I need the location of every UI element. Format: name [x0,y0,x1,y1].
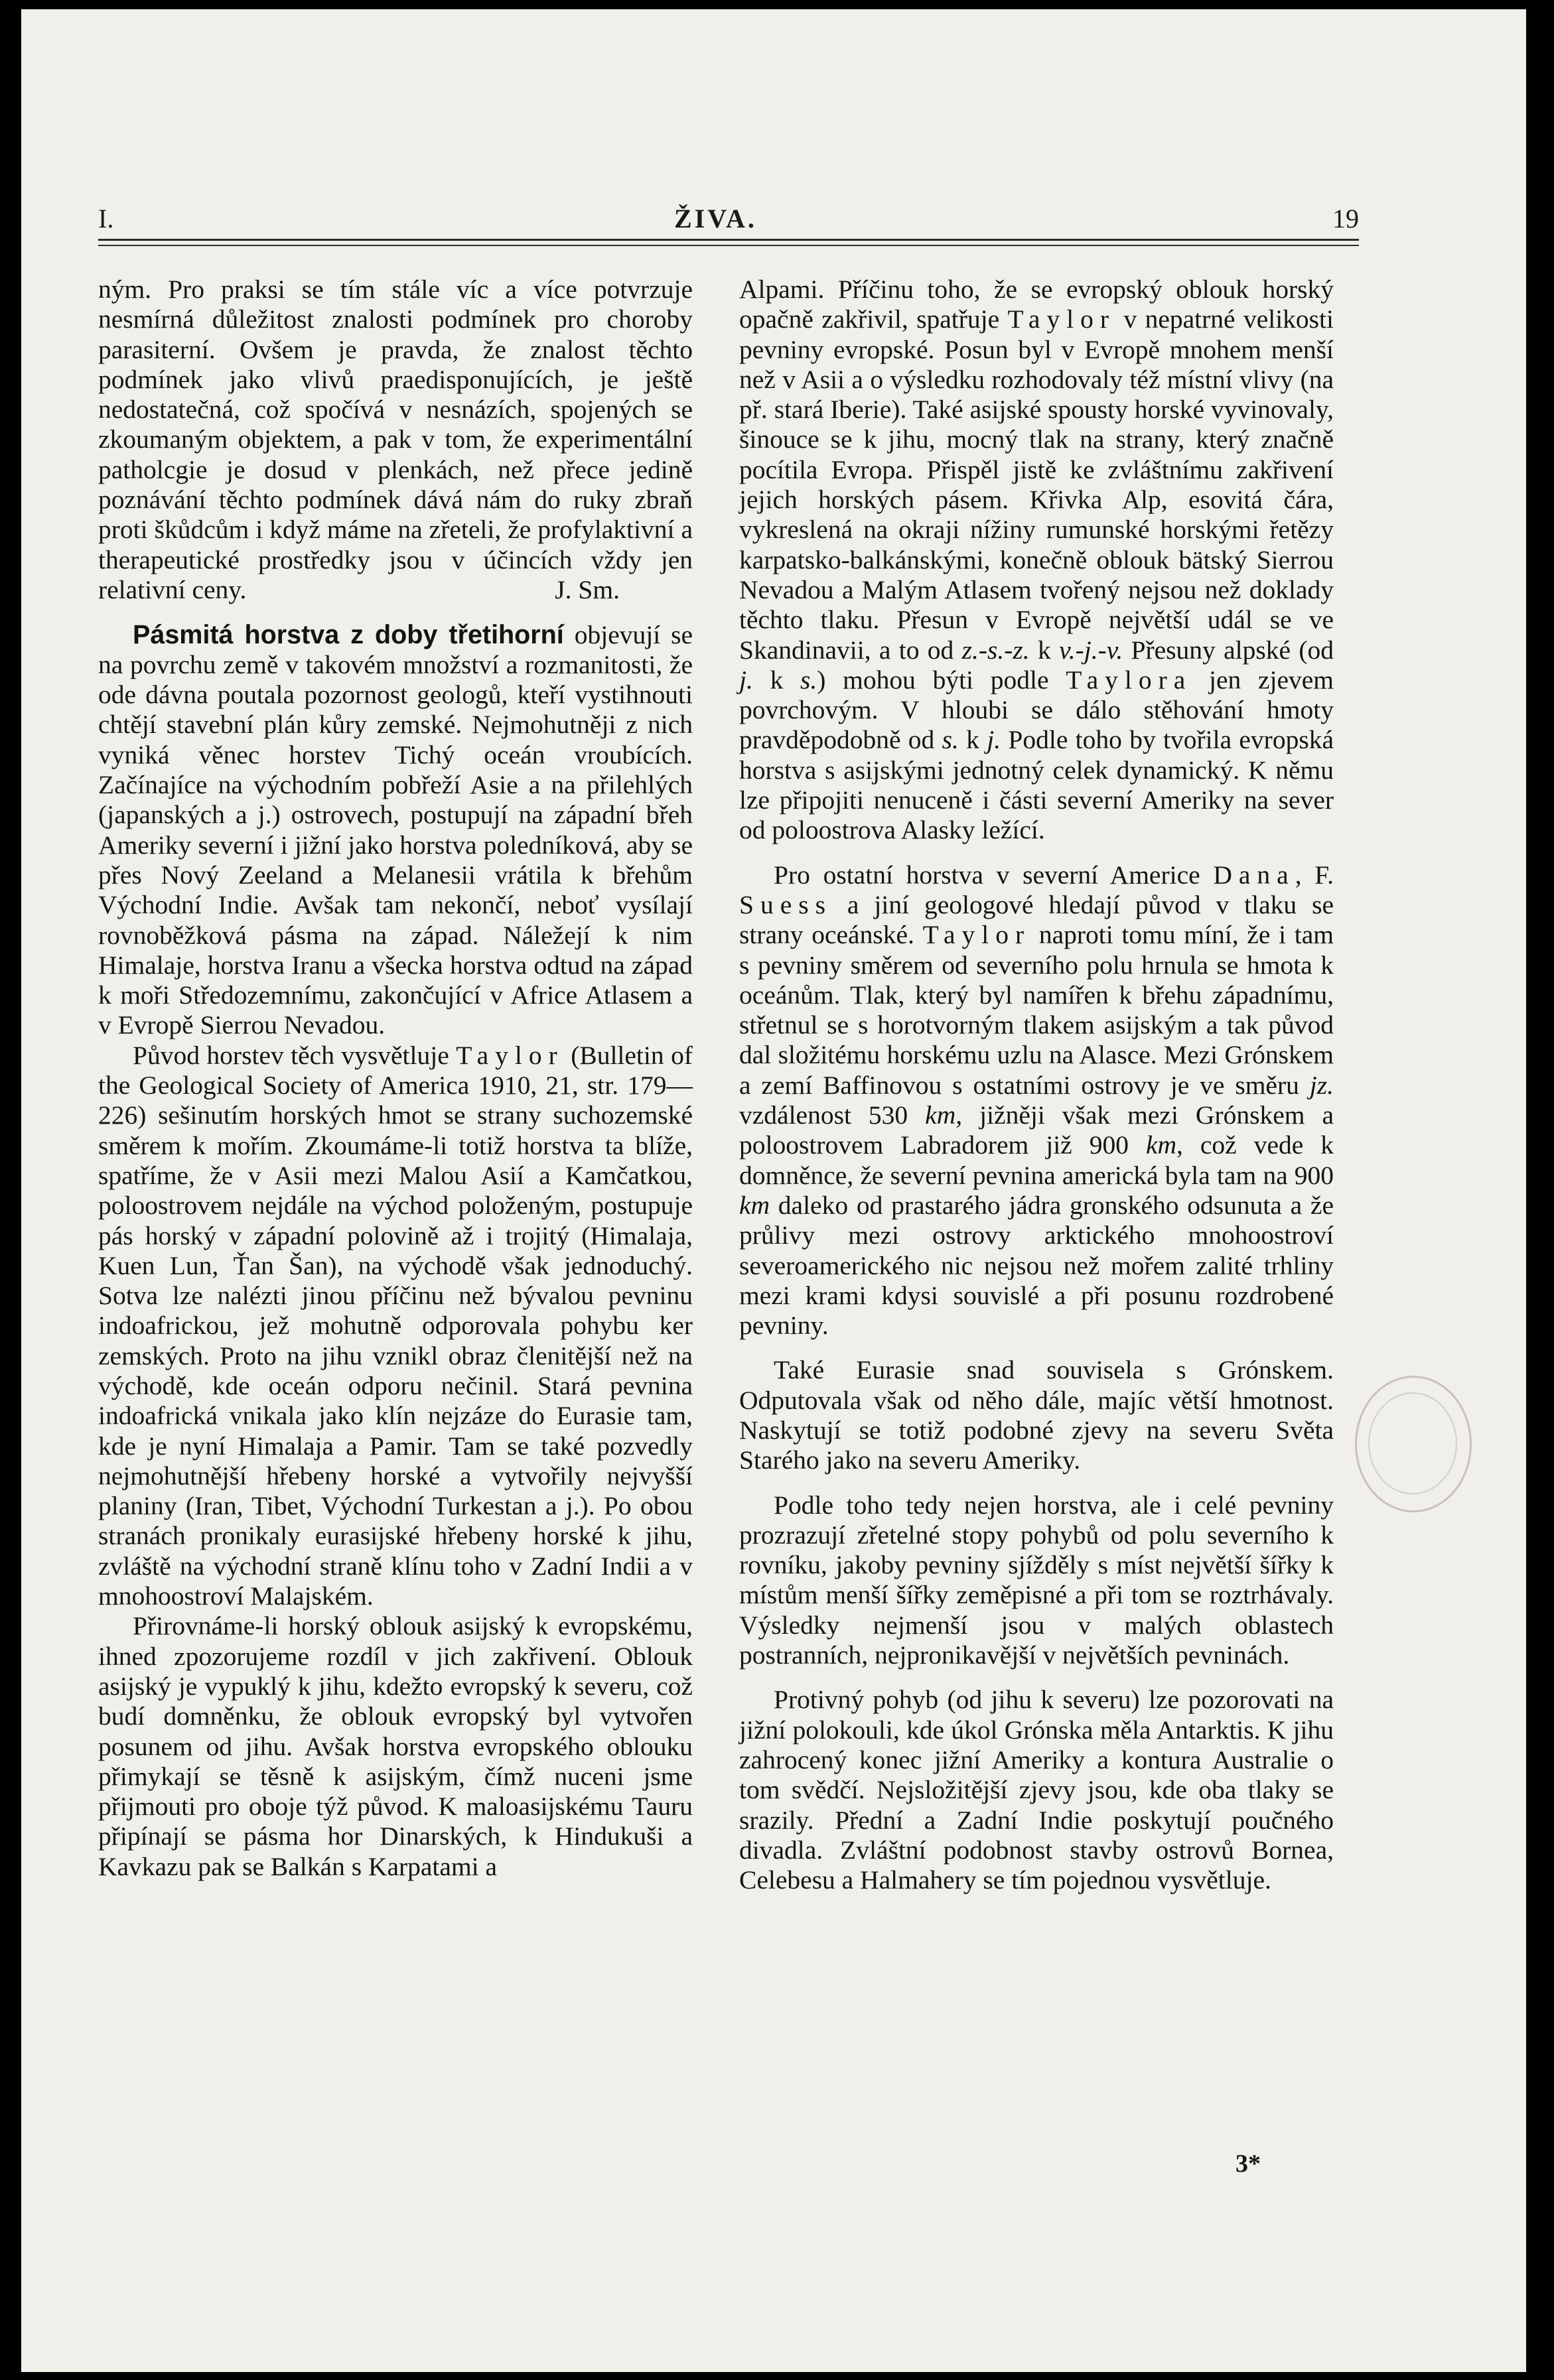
direction-italic: j. [739,665,753,694]
direction-italic: s. [800,665,817,694]
direction-italic: v.-j.-v. [1059,635,1123,665]
text-run: Alpami. Příčinu toho, že se evropský oblouk horský opačně zakřivil, spatřuje [739,275,1334,334]
signature-mark: 3* [1236,2150,1261,2178]
journal-title: ŽIVA. [674,204,757,233]
author-name-spaced: Suess [739,890,832,919]
paragraph-tertiary-mountains [98,620,693,1041]
unit-italic: km [739,1190,770,1220]
text-run: Pro ostatní horstva v severní Americe [774,860,1214,890]
text-run: naproti tomu míní, že i tam s pevniny směrem od severního polu hrnula se hmota k oceánům. Tlak, který byl namířen k břehu západnímu, střetnul se s horotvorným tlakem asijským a tak původ dal složitému horskému uzlu na Alasce. Mezi Grónskem a zemí Baffinovou s ostatními ostrovy je ve směru [739,920,1334,1100]
page-number: 19 [1332,204,1359,233]
author-name-spaced: Taylora [1066,665,1192,694]
paragraph-eurasia: Také Eurasie snad souvisela s Grónskem. Odputovala však od něho dále, majíc větší hmotnost. Naskytují se totiž podobné zjevy na severu Světa Starého jako na severu Ameriky. [739,1355,1334,1475]
text-run: , F. [1295,860,1334,890]
direction-italic: s. [942,725,959,755]
header-rule-bottom [98,245,1359,246]
paragraph-european-arc [739,275,1334,846]
paragraph-north-america [739,860,1334,1341]
text-run: , jižněji však mezi Grónskem a poloostrovem Labradorem již 900 [739,1100,1334,1160]
text-run: daleko od prastarého jádra gronského odsunuta a že průlivy mezi ostrovy arktického mnohoostroví severoamerického nic nejsou než mořem zalité trhliny mezi krami kdysi souvislé a při posunu rozdrobené pevniny. [739,1190,1334,1341]
text-run: k [958,725,987,755]
text-run: a jiní geologové hledají původ v tlaku se strany oceánské. [739,890,1334,950]
text-run: jen zjevem povrchovým. V hloubi se dálo stěhování hmoty pravděpodobně od [739,665,1334,755]
paragraph-taylor-origin [98,1041,693,1612]
unit-italic: km [925,1100,956,1130]
text-run: ) mohou býti podle [817,665,1066,694]
running-header [98,203,1359,243]
left-column [98,275,693,1882]
paragraph-southern-motion: Protivný pohyb (od jihu k severu) lze pozorovati na jižní polokouli, kde úkol Grónska měla Antarktis. K jihu zahrocený konec jižní Ameriky a kontura Australie o tom svědčí. Nejsložitější zjevy jsou, kde oba tlaky se srazily. Přední a Zadní Indie poskytují poučného divadla. Zvláštní podobnost stavby ostrovů Bornea, Celebesu a Halmahery se tím pojednou vysvětluje. [739,1685,1334,1895]
text-run: (Bulletin of the Geological Society of America 1910, 21, str. 179—226) sešinutím horských hmot se strany suchozemské směrem k mořím. Zkoumáme-li totiž horstva ta blíže, spatříme, že v Asii mezi Malou Asií a Kamčatkou, poloostrovem nejdále na východ položeným, postupuje pás horský v západní polovině až i trojitý (Himalaja, Kuen Lun, Ťan Šan), na východě však jednoduchý. Sotva lze nalézti jinou příčinu než bývalou pevninu indoafrickou, jež mohutně odporovala pohybu ker zemských. Proto na jihu vznikl obraz členitější než na východě, kde oceán odporu nečinil. Stará pevnina indoafrická vnikala jako klín nejzáze do Eurasie tam, kde je nyní Himalaja a Pamir. Tam se také pozvedly nejmohutnější hřebeny horské a vytvořily nejvyšší planiny (Iran, Tibet, Východní Turkestan a j.). Po obou stranách pronikaly eurasijské hřebeny horské k jihu, zvláště na východní straně klínu toho v Zadní Indii a v mnohoostroví Malajském. [98,1040,693,1611]
author-name-spaced: Taylor [922,920,1031,950]
author-name-spaced: Taylor [456,1040,564,1070]
paragraph-text: objevují se na povrchu země v takovém množství a rozmanitosti, že ode dávna poutala pozornost geologů, kteří vystihnouti chtějí stavební plán kůry zemské. Nejmohutněji z nich vyniká věnec horstev Tichý oceán vroubících. Začínajíce na východním pobřeží Asie a na přilehlých (japanských a j.) ostrovech, postupují na západní břeh Ameriky severní i jižní jako horstva poledníková, aby se přes Nový Zeeland a Melanesii vrátila k břehům Východní Indie. Avšak tam nekončí, neboť vysílají rovnoběžková pásma na západ. Náležejí k nim Himalaje, horstva Iranu a všecka horstva odtud na západ k moři Středozemnímu, zakončující v Africe Atlasem a v Evropě Sierrou Nevadou. [98,620,693,1040]
right-column [739,275,1334,1895]
text-run: v nepatrné velikosti pevniny evropské. Posun byl v Evropě mnohem menší než v Asii a o výsledku rozhodovaly též místní vlivy (na př. stará Iberie). Také asijské spousty horské vyvinovaly, šinouce se k jihu, mocný tlak na strany, který značně pocítila Evropa. Přispěl jistě ke zvláštnímu zakřivení jejich horských pásem. Křivka Alp, esovitá čára, vykreslená na okraji nížiny rumunské horskými řetězy karpatsko-balkánskými, konečně oblouk bätský Sierrou Nevadou a Malým Atlasem tvořený nejsou než doklady těchto tlaku. Přesun v Evropě největší udál se ve Skandinavii, a to od [739,304,1334,665]
direction-italic: j. [987,725,1001,755]
article-heading: Pásmitá horstva z doby třetihorní [133,620,564,649]
author-name-spaced: Taylor [1007,304,1116,334]
text-run: vzdálenost 530 [739,1100,926,1130]
direction-italic: jz. [1309,1070,1334,1100]
paragraph-continents-motion: Podle toho tedy nejen horstva, ale i celé pevniny prozrazují zřetelné stopy pohybů od polu severního k rovníku, jakoby pevniny sjížděly s míst největší šířky k místům menší šířky zeměpisné a při tom se roztrhávaly. Výsledky nejmenší jsou v malých oblastech postranních, nejpronikavější v největších pevninách. [739,1490,1334,1670]
author-signature: J. Sm. [555,575,620,605]
page [21,9,1526,2372]
paragraph-arc-comparison: Přirovnáme-li horský oblouk asijský k evropskému, ihned zpozorujeme rozdíl v jich zakřivení. Oblouk asijský je vypuklý k jihu, kdežto evropský k severu, což budí domněnku, že oblouk evropský byl vytvořen posunem od jihu. Avšak horstva evropského oblouku přimykají se těsně k asijským, čímž nuceni jsme přijmouti pro oboje týž původ. K maloasijskému Tauru připínají se pásma hor Dinarských, k Hindukuši a Kavkazu pak se Balkán s Karpatami a [98,1611,693,1881]
text-run: Přesuny alpské (od [1123,635,1334,665]
library-stamp-inner-ring [1368,1392,1457,1494]
section-number: I. [98,204,114,233]
text-run: , což vede k domněnce, že severní pevnina americká byla tam na 900 [739,1130,1334,1190]
text-run: k [1029,635,1060,665]
text-run: Podle toho by tvořila evropská horstva s asijskými jednotný celek dynamický. K němu lze připojiti nenuceně i části severní Ameriky na sever od poloostrova Alasky ležící. [739,725,1334,845]
unit-italic: km [1145,1130,1177,1160]
text-run: Původ horstev těch vysvětluje [133,1040,457,1070]
header-rule-top [98,239,1359,241]
paragraph-parasites: ným. Pro praksi se tím stále víc a více potvrzuje nesmírná důležitost znalosti podmínek pro choroby parasiterní. Ovšem je pravda, že znalost těchto podmínek jako vlivů praedisponujících, je ještě nedostatečná, což spočívá v nesnázích, spojených se zkoumaným objektem, a pak v tom, že experimentální patholcgie je dosud v plenkách, než přece jedině poznávání těchto podmínek dává nám do ruky zbraň proti škůdcům i když máme na zřeteli, že profylaktivní a therapeutické prostředky jsou v účincích vždy jen relativní ceny. [98,275,693,604]
text-run: k [752,665,801,694]
direction-italic: z.-s.-z. [961,635,1030,665]
author-name-spaced: Dana [1213,860,1295,890]
